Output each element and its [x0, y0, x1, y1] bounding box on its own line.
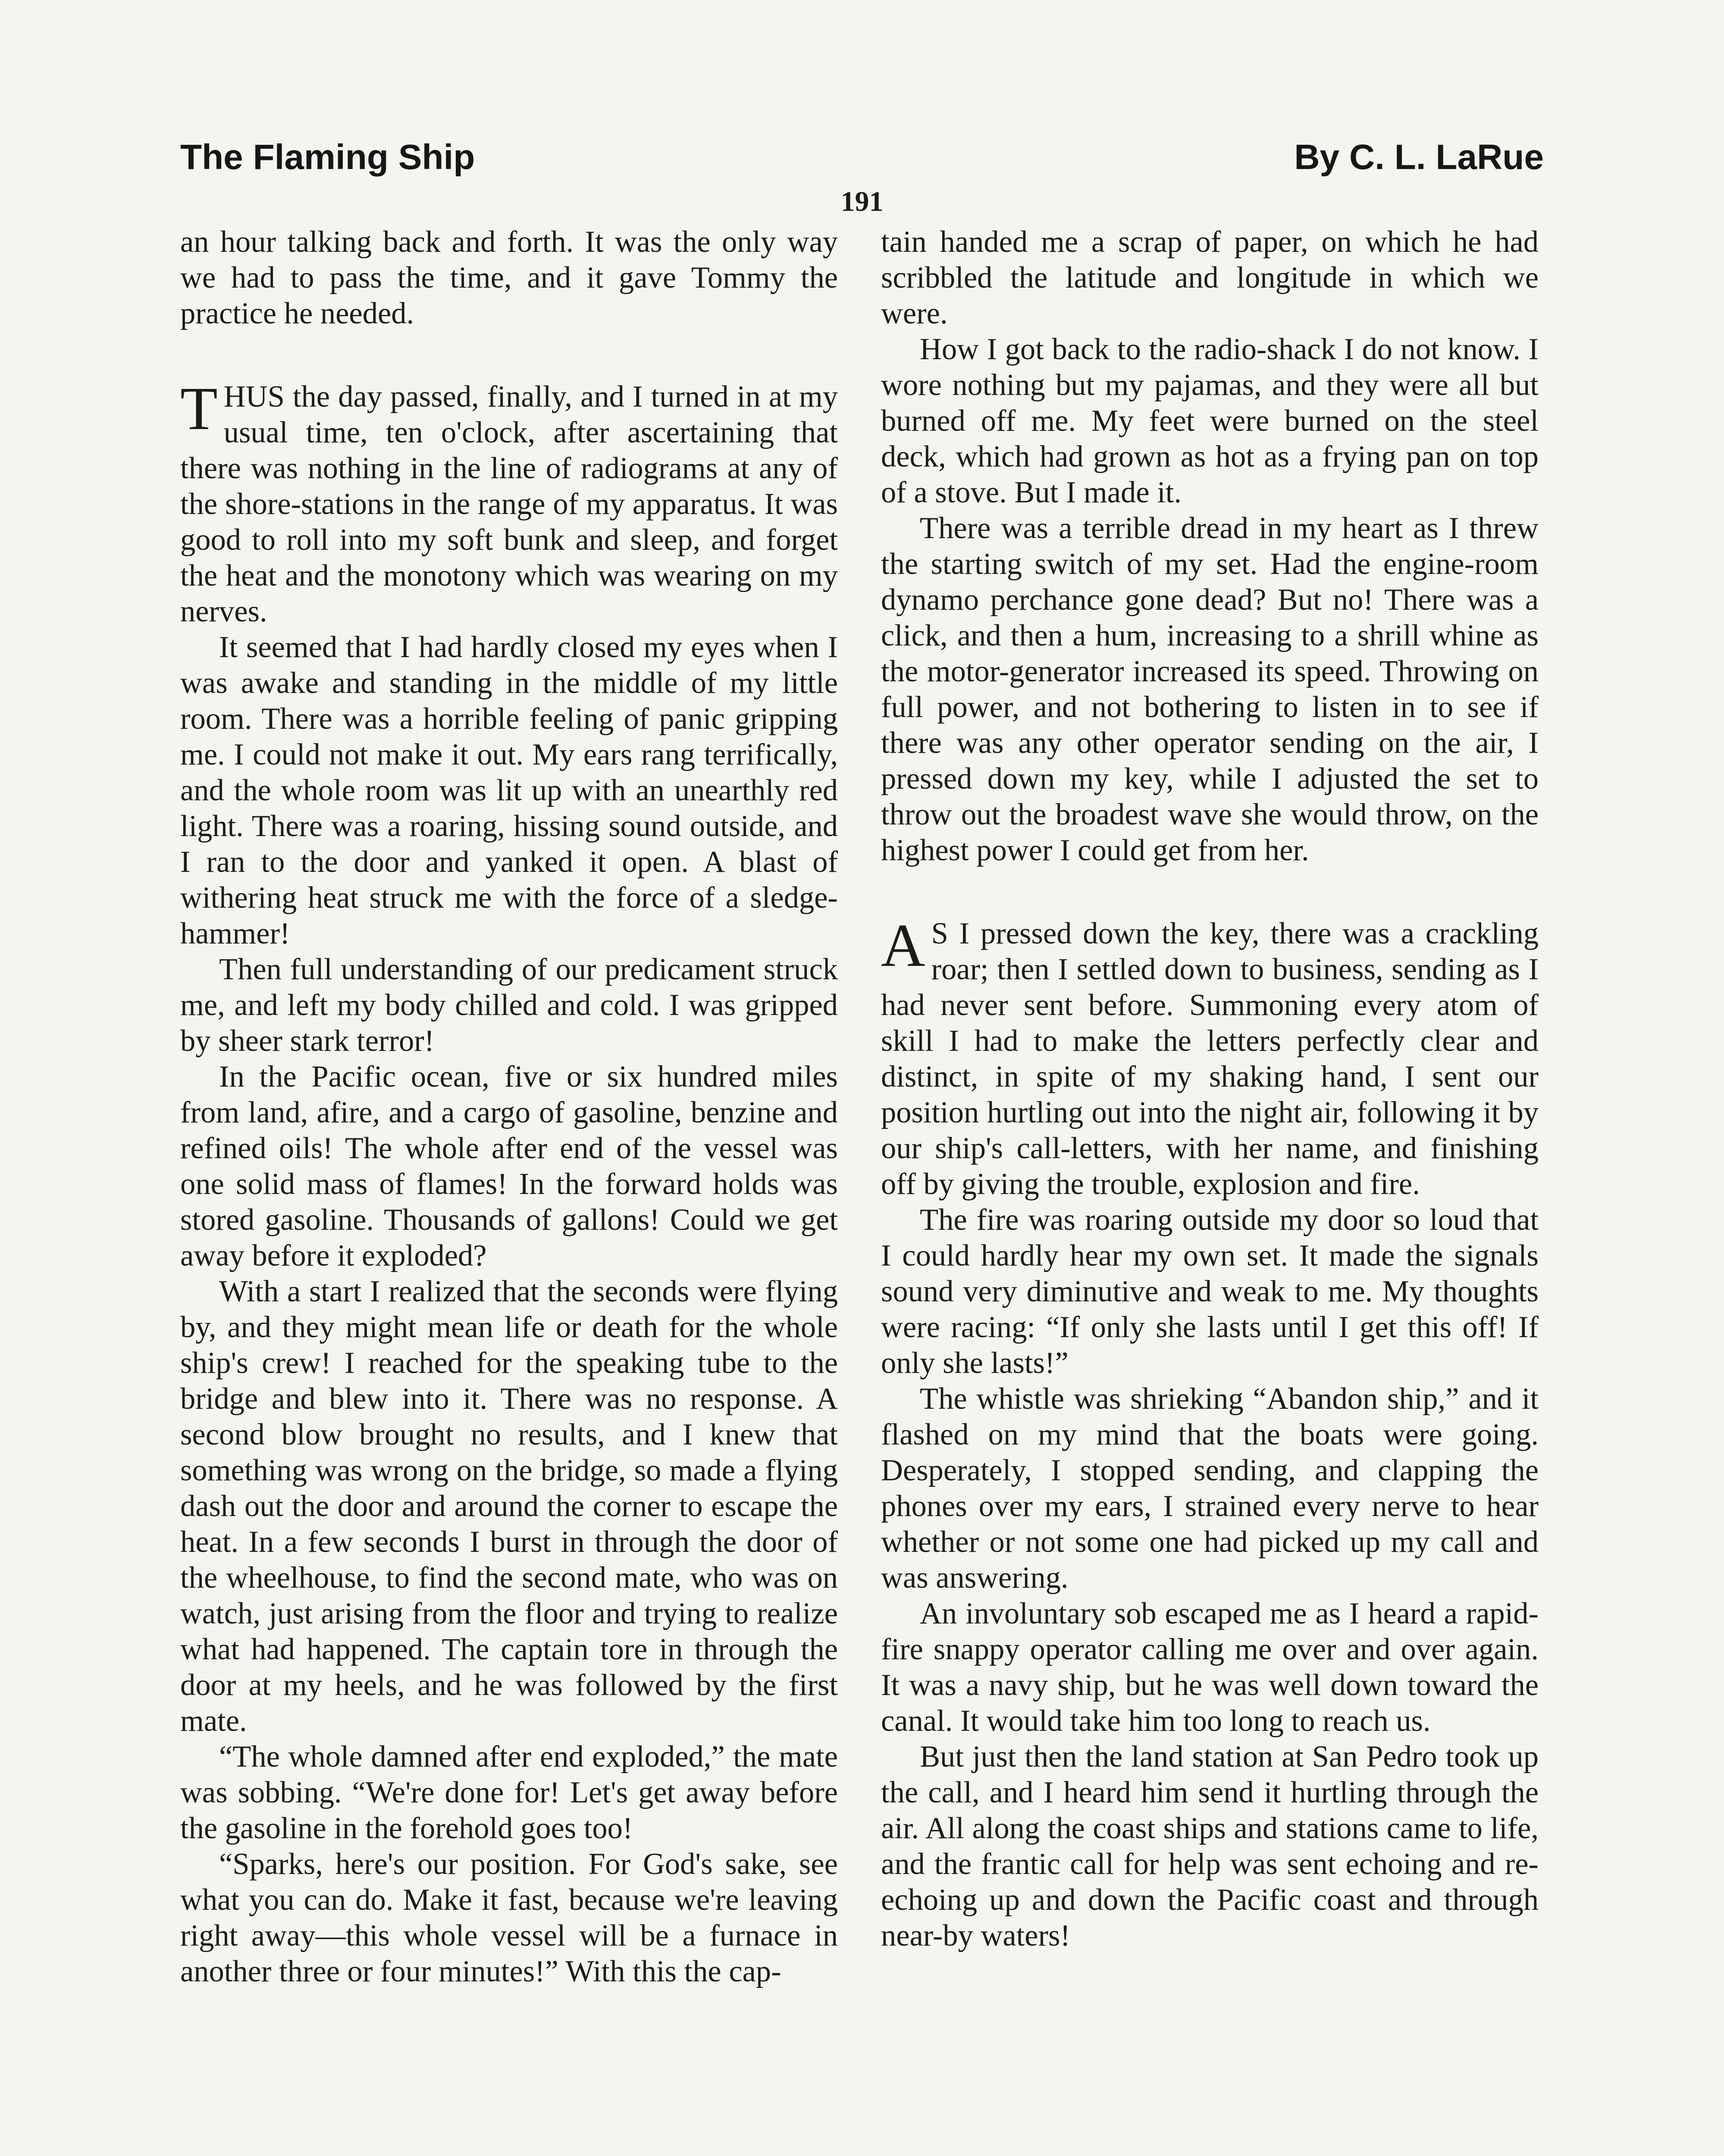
drop-cap: T [180, 374, 218, 442]
paragraph: “The whole damned after end exploded,” the mate was sobbing. “We're done for! Let's get away before the gasoline in the forehold goes too! [180, 1740, 838, 1845]
paragraph: How I got back to the radio-shack I do not know. I wore nothing but my pajamas, and they were all but burned off me. My feet were burned on the steel deck, which had grown as hot as a frying pan on top of a stove. But I made it. [881, 332, 1539, 509]
drop-cap-paragraph [180, 374, 838, 630]
drop-cap: A [881, 911, 925, 979]
paragraph: tain handed me a scrap of paper, on which he had scribbled the latitude and longitude in which we were. [881, 225, 1539, 330]
running-header [180, 137, 1544, 189]
paragraph: The whistle was shrieking “Abandon ship,” and it flashed on my mind that the boats were going. Desperately, I stopped sending, and clapping the phones over my ears, I strained every nerve to hear whether or not some one had picked up my call and was answering. [881, 1382, 1539, 1595]
paragraph: “Sparks, here's our position. For God's sake, see what you can do. Make it fast, because we're leaving right away—this whole vessel will be a furnace in another three or four minutes!” With this the cap- [180, 1847, 838, 1988]
paragraph: It seemed that I had hardly closed my eyes when I was awake and standing in the middle of my little room. There was a horrible feeling of panic gripping me. I could not make it out. My ears rang terrifically, and the whole room was lit up with an unearthly red light. There was a roaring, hissing sound outside, and I ran to the door and yanked it open. A blast of withering heat struck me with the force of a sledge-hammer! [180, 630, 838, 950]
paragraph: Then full understanding of our predicament struck me, and left my body chilled and cold. I was gripped by sheer stark terror! [180, 953, 838, 1058]
left-column [180, 224, 838, 2156]
paragraph: The fire was roaring outside my door so loud that I could hardly hear my own set. It made the signals sound very diminutive and weak to me. My thoughts were racing: “If only she lasts until I get this off! If only she lasts!” [881, 1203, 1539, 1380]
paragraph: an hour talking back and forth. It was the only way we had to pass the time, and it gave Tommy the practice he needed. [180, 225, 838, 330]
story-author: By C. L. LaRue [1294, 138, 1544, 177]
paragraph-text: HUS the day passed, finally, and I turned in at my usual time, ten o'clock, after ascertaining that there was nothing in the line of radiograms at any of the shore-stations in the range of my apparatus. It was good to roll into my soft bunk and sleep, and forget the heat and the monotony which was wearing on my nerves. [180, 380, 838, 628]
paragraph: In the Pacific ocean, five or six hundred miles from land, afire, and a cargo of gasoline, benzine and refined oils! The whole after end of the vessel was one solid mass of flames! In the forward holds was stored gasoline. Thousands of gallons! Could we get away before it exploded? [180, 1060, 838, 1272]
story-title: The Flaming Ship [180, 138, 475, 177]
page-number: 191 [840, 186, 884, 217]
paragraph: With a start I realized that the seconds were flying by, and they might mean life or death for the whole ship's crew! I reached for the speaking tube to the bridge and blew into it. There was no response. A second blow brought no results, and I knew that something was wrong on the bridge, so made a flying dash out the door and around the corner to escape the heat. In a few seconds I burst in through the door of the wheelhouse, to find the second mate, who was on watch, just arising from the floor and trying to realize what had happened. The captain tore in through the door at my heels, and he was followed by the first mate. [180, 1275, 838, 1738]
paragraph: There was a terrible dread in my heart as I threw the starting switch of my set. Had the engine-room dynamo perchance gone dead? But no! There was a click, and then a hum, increasing to a shrill whine as the motor-generator increased its speed. Throwing on full power, and not bothering to listen in to see if there was any other operator sending on the air, I pressed down my key, while I adjusted the set to throw out the broadest wave she would throw, on the highest power I could get from her. [881, 511, 1539, 867]
right-column [881, 224, 1539, 2156]
paragraph-text: S I pressed down the key, there was a crackling roar; then I settled down to business, sending as I had never sent before. Summoning every atom of skill I had to make the letters perfectly clear and distinct, in spite of my shaking hand, I sent our position hurtling out into the night air, following it by our ship's call-letters, with her name, and finishing off by giving the trouble, explosion and fire. [881, 917, 1539, 1201]
drop-cap-paragraph [881, 911, 1539, 1202]
paragraph: But just then the land station at San Pedro took up the call, and I heard him send it hurtling through the air. All along the coast ships and stations came to life, and the frantic call for help was sent echoing and re-echoing up and down the Pacific coast and through near-by waters! [881, 1740, 1539, 1952]
paragraph: An involuntary sob escaped me as I heard a rapid-fire snappy operator calling me over and over again. It was a navy ship, but he was well down toward the canal. It would take him too long to reach us. [881, 1597, 1539, 1738]
